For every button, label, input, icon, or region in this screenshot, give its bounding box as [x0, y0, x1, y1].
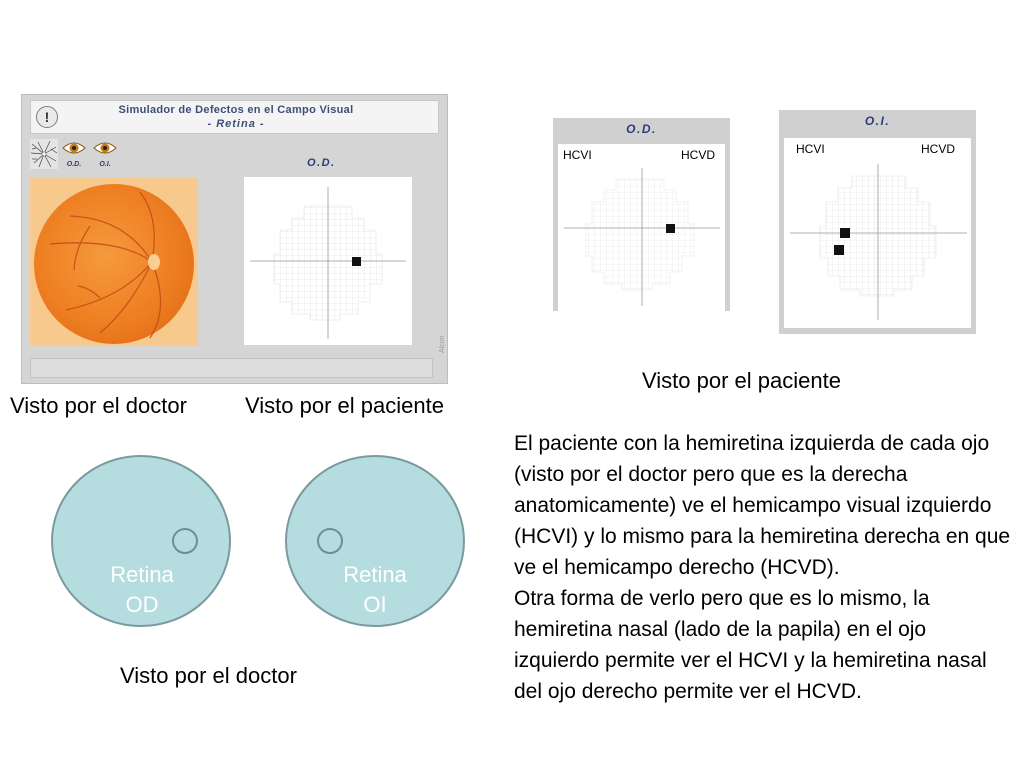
retina-od-line2: OD: [125, 592, 159, 617]
oi-visual-field-grid: [784, 138, 971, 328]
eye-icon: [60, 139, 88, 161]
eye-icon: [91, 139, 119, 161]
fundus-vessels-icon: [30, 139, 58, 169]
simulator-title: Simulador de Defectos en el Campo Visual: [118, 104, 354, 116]
od-visual-field-window: [553, 118, 730, 311]
simulator-subtitle: - Retina -: [207, 118, 265, 130]
od-field-panel: [558, 144, 725, 311]
oi-eye-label: O.I.: [99, 161, 111, 168]
status-bar: [30, 358, 433, 378]
od-eye-button[interactable]: [60, 139, 88, 171]
caption-doctor-view-diagram: Visto por el doctor: [120, 663, 297, 688]
oi-field-title: O.I.: [864, 114, 891, 128]
alert-icon[interactable]: !: [36, 106, 58, 128]
oi-eye-button[interactable]: [91, 139, 119, 171]
od-hcvi-label: HCVI: [563, 148, 592, 162]
od-eye-label: O.D.: [66, 161, 82, 168]
od-visual-field-grid: [558, 144, 725, 311]
fundus-view-button[interactable]: [30, 139, 58, 171]
oi-field-panel: [784, 138, 971, 328]
retina-od-line1: Retina: [110, 562, 174, 587]
od-field-title: O.D.: [626, 122, 657, 136]
od-hcvd-label: HCVD: [680, 148, 715, 162]
simulator-window: [21, 94, 448, 384]
retina-image: [30, 178, 198, 346]
oi-visual-field-window: [779, 110, 976, 334]
retina-oi-line2: OI: [363, 592, 387, 617]
retina-oi-label: [325, 560, 425, 620]
explanation-paragraph: El paciente con la hemiretina izquierda de cada ojo (visto por el doctor pero que es la derecha anatomicamente) ve el hemicampo visual izquierdo (HCVI) y lo mismo para la hemiretina derecha en que ve el hemicampo derecho (HCVD).: [514, 432, 1011, 579]
caption-patient-view-fields: Visto por el paciente: [642, 368, 841, 393]
retina-fundus-image[interactable]: [30, 178, 198, 346]
eye-label: O.D.: [307, 157, 336, 169]
explanation-paragraph: Otra forma de verlo pero que es lo mismo, la hemiretina nasal (lado de la papila) en el ojo izquierdo permite ver el HCVI y la hemiretina nasal del ojo derecho permite ver el HCVD.: [514, 587, 987, 703]
caption-doctor-view: Visto por el doctor: [10, 393, 187, 418]
caption-patient-view: Visto por el paciente: [245, 393, 444, 418]
retina-od-label: [92, 560, 192, 620]
oi-hcvi-label: HCVI: [796, 142, 825, 156]
oi-hcvd-label: HCVD: [920, 142, 955, 156]
brand-logo: Alcon: [439, 335, 446, 353]
retina-oi-line1: Retina: [343, 562, 407, 587]
visual-field-panel[interactable]: [244, 177, 412, 345]
explanation-text: [514, 428, 1014, 707]
visual-field-grid: [244, 177, 412, 345]
simulator-header: [30, 100, 439, 134]
